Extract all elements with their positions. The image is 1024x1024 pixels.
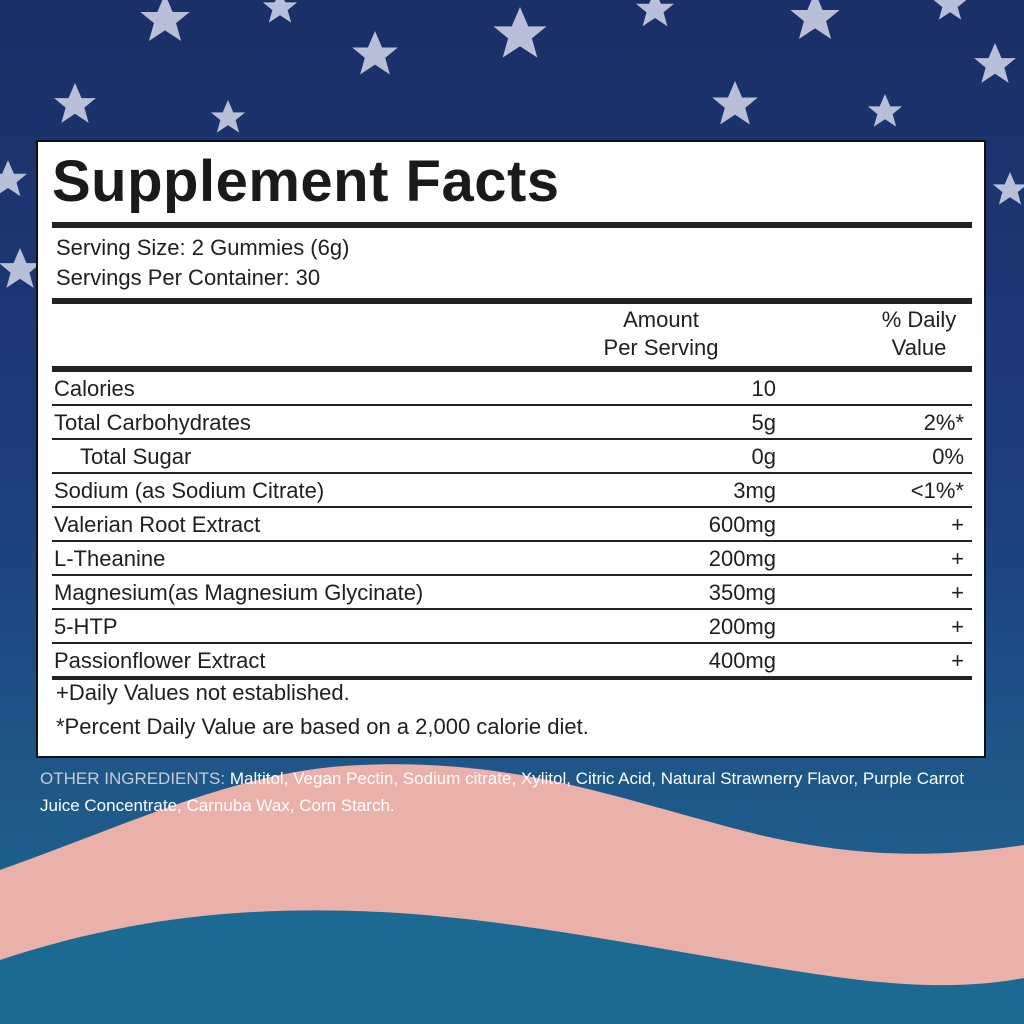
nutrient-name: Magnesium(as Magnesium Glycinate) bbox=[54, 580, 424, 605]
nutrient-name: Valerian Root Extract bbox=[54, 512, 261, 537]
serving-size: Serving Size: 2 Gummies (6g) bbox=[56, 235, 350, 260]
nutrient-name: Calories bbox=[54, 376, 135, 401]
daily-value-header bbox=[856, 306, 982, 362]
nutrient-row bbox=[52, 576, 972, 610]
servings-per-container: Servings Per Container: 30 bbox=[56, 265, 321, 290]
nutrient-amount: 400mg bbox=[708, 648, 776, 673]
nutrient-amount: 0g bbox=[751, 444, 776, 469]
nutrient-row bbox=[52, 440, 972, 474]
nutrient-name: 5-HTP bbox=[54, 614, 118, 639]
nutrient-row bbox=[52, 406, 972, 440]
other-ingredients bbox=[40, 765, 970, 819]
nutrient-name: Sodium (as Sodium Citrate) bbox=[54, 478, 325, 503]
nutrient-daily-value: 2%* bbox=[923, 410, 964, 435]
footnote-percent-dv: *Percent Daily Value are based on a 2,000 calorie diet. bbox=[56, 714, 589, 739]
amount-header bbox=[566, 306, 756, 362]
supplement-facts-panel bbox=[36, 140, 986, 758]
nutrient-name: L-Theanine bbox=[54, 546, 166, 571]
amount-header-line2: Per Serving bbox=[603, 335, 719, 360]
nutrient-daily-value: + bbox=[951, 580, 964, 605]
amount-header-line1: Amount bbox=[623, 307, 699, 332]
nutrient-amount: 600mg bbox=[708, 512, 776, 537]
nutrient-amount: 350mg bbox=[708, 580, 776, 605]
nutrient-daily-value: + bbox=[951, 614, 964, 639]
other-ingredients-text: Maltitol, Vegan Pectin, Sodium citrate, Xylitol, Citric Acid, Natural Strawnerry Flavor, Purple Carrot Juice Concentrate, Carnuba Wax, Corn Starch. bbox=[40, 769, 964, 815]
nutrient-amount: 200mg bbox=[708, 614, 776, 639]
nutrient-row bbox=[52, 372, 972, 406]
dv-header-line2: Value bbox=[891, 335, 947, 360]
nutrient-daily-value: + bbox=[951, 546, 964, 571]
title-rule bbox=[52, 222, 972, 228]
nutrient-name: Total Sugar bbox=[80, 444, 192, 469]
nutrient-row bbox=[52, 644, 972, 680]
nutrient-name: Passionflower Extract bbox=[54, 648, 266, 673]
nutrient-row bbox=[52, 610, 972, 644]
footnote-dv-not-established: +Daily Values not established. bbox=[56, 680, 350, 705]
nutrient-daily-value: + bbox=[951, 648, 964, 673]
nutrient-row bbox=[52, 508, 972, 542]
panel-title: Supplement Facts bbox=[52, 149, 560, 214]
nutrient-amount: 3mg bbox=[733, 478, 776, 503]
nutrient-amount: 10 bbox=[751, 376, 776, 401]
nutrient-row bbox=[52, 542, 972, 576]
other-ingredients-label: OTHER INGREDIENTS: bbox=[40, 769, 226, 788]
serving-rule bbox=[52, 298, 972, 304]
nutrient-daily-value: + bbox=[951, 512, 964, 537]
nutrient-amount: 5g bbox=[751, 410, 776, 435]
nutrient-amount: 200mg bbox=[708, 546, 776, 571]
nutrient-name: Total Carbohydrates bbox=[54, 410, 251, 435]
dv-header-line1: % Daily bbox=[881, 307, 957, 332]
nutrient-daily-value: <1%* bbox=[910, 478, 964, 503]
nutrient-daily-value: 0% bbox=[932, 444, 964, 469]
nutrient-row bbox=[52, 474, 972, 508]
